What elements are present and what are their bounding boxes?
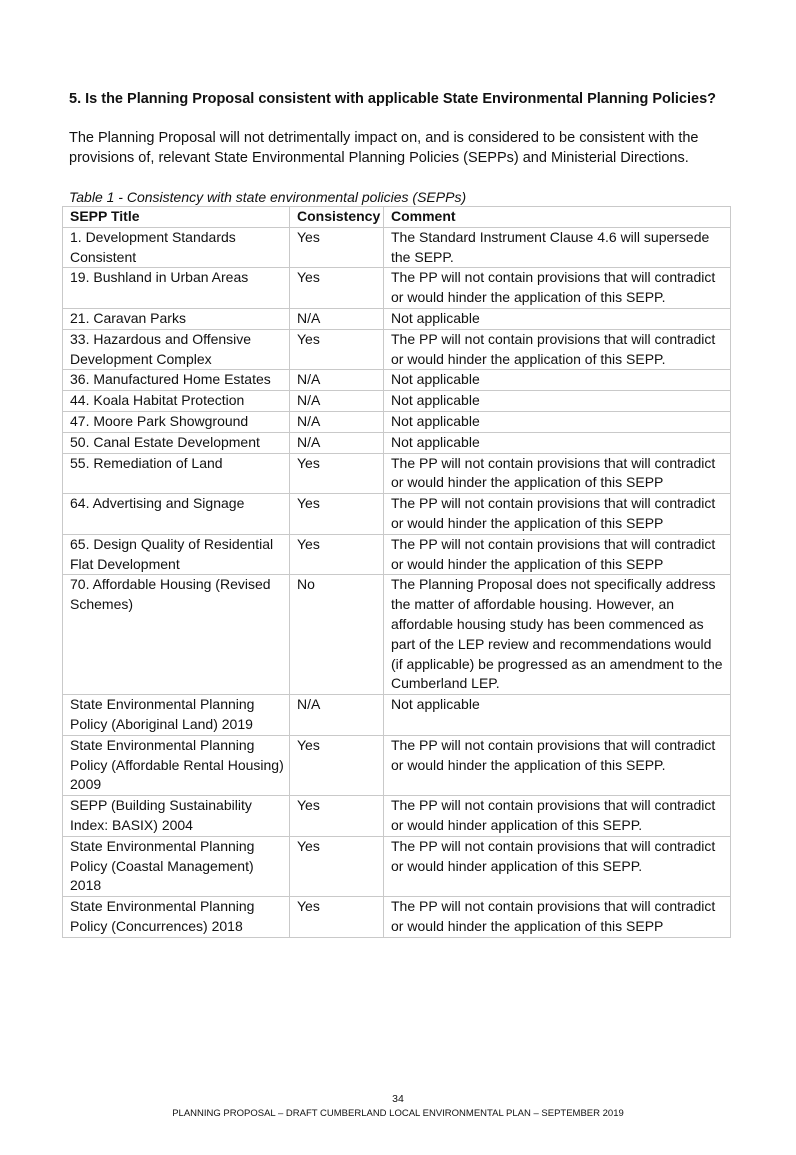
cell-consistency: N/A <box>290 411 384 432</box>
table-row <box>63 227 731 268</box>
cell-sepp-title: 64. Advertising and Signage <box>63 494 290 535</box>
cell-sepp-title: State Environmental Planning Policy (Coastal Management) 2018 <box>63 836 290 896</box>
cell-comment: The PP will not contain provisions that will contradict or would hinder application of this SEPP. <box>384 796 731 837</box>
cell-consistency: Yes <box>290 796 384 837</box>
table-row <box>63 391 731 412</box>
cell-consistency: Yes <box>290 836 384 896</box>
table-row <box>63 308 731 329</box>
cell-comment: The Planning Proposal does not specifically address the matter of affordable housing. However, an affordable housing study has been commenced as part of the LEP review and recommendations would (if applicable) be progressed as an amendment to the Cumberland LEP. <box>384 575 731 695</box>
cell-sepp-title: 47. Moore Park Showground <box>63 411 290 432</box>
cell-sepp-title: 21. Caravan Parks <box>63 308 290 329</box>
table-row <box>63 268 731 309</box>
cell-sepp-title: State Environmental Planning Policy (Aboriginal Land) 2019 <box>63 695 290 736</box>
table-row <box>63 432 731 453</box>
table-row <box>63 897 731 938</box>
cell-comment: The PP will not contain provisions that will contradict or would hinder the application of this SEPP <box>384 494 731 535</box>
cell-comment: Not applicable <box>384 370 731 391</box>
sepp-consistency-table <box>62 206 731 938</box>
section-heading: 5. Is the Planning Proposal consistent with applicable State Environmental Planning Policies? <box>69 91 716 107</box>
intro-paragraph: The Planning Proposal will not detrimentally impact on, and is considered to be consistent with the provisions of, relevant State Environmental Planning Policies (SEPPs) and Ministerial Directions. <box>69 130 699 166</box>
header-consistency: Consistency <box>290 207 384 228</box>
cell-sepp-title: 19. Bushland in Urban Areas <box>63 268 290 309</box>
cell-comment: The PP will not contain provisions that will contradict or would hinder the application of this SEPP <box>384 534 731 575</box>
header-sepp-title: SEPP Title <box>63 207 290 228</box>
cell-consistency: N/A <box>290 695 384 736</box>
cell-comment: The PP will not contain provisions that will contradict or would hinder the application of this SEPP <box>384 897 731 938</box>
cell-consistency: N/A <box>290 432 384 453</box>
cell-consistency: Yes <box>290 494 384 535</box>
cell-consistency: N/A <box>290 308 384 329</box>
cell-consistency: N/A <box>290 391 384 412</box>
cell-consistency: Yes <box>290 534 384 575</box>
cell-comment: The PP will not contain provisions that will contradict or would hinder the application of this SEPP. <box>384 735 731 795</box>
cell-sepp-title: 55. Remediation of Land <box>63 453 290 494</box>
cell-sepp-title: 70. Affordable Housing (Revised Schemes) <box>63 575 290 695</box>
cell-comment: The PP will not contain provisions that will contradict or would hinder the application of this SEPP. <box>384 329 731 370</box>
cell-sepp-title: 50. Canal Estate Development <box>63 432 290 453</box>
cell-consistency: Yes <box>290 268 384 309</box>
table-row <box>63 411 731 432</box>
cell-consistency: Yes <box>290 329 384 370</box>
table-header-row <box>63 207 731 228</box>
cell-comment: Not applicable <box>384 432 731 453</box>
table-row <box>63 695 731 736</box>
cell-sepp-title: 33. Hazardous and Offensive Development Complex <box>63 329 290 370</box>
cell-consistency: Yes <box>290 735 384 795</box>
cell-consistency: No <box>290 575 384 695</box>
cell-comment: Not applicable <box>384 308 731 329</box>
cell-comment: Not applicable <box>384 411 731 432</box>
cell-sepp-title: 44. Koala Habitat Protection <box>63 391 290 412</box>
table-row <box>63 575 731 695</box>
cell-sepp-title: 1. Development Standards Consistent <box>63 227 290 268</box>
cell-comment: The PP will not contain provisions that will contradict or would hinder application of this SEPP. <box>384 836 731 896</box>
cell-comment: Not applicable <box>384 695 731 736</box>
cell-comment: The PP will not contain provisions that will contradict or would hinder the application of this SEPP. <box>384 268 731 309</box>
page-number: 34 <box>392 1093 404 1105</box>
cell-sepp-title: State Environmental Planning Policy (Concurrences) 2018 <box>63 897 290 938</box>
table-row <box>63 453 731 494</box>
table-body <box>63 227 731 937</box>
cell-comment: The Standard Instrument Clause 4.6 will supersede the SEPP. <box>384 227 731 268</box>
table-row <box>63 534 731 575</box>
table-row <box>63 836 731 896</box>
table-row <box>63 735 731 795</box>
table-row <box>63 796 731 837</box>
cell-sepp-title: SEPP (Building Sustainability Index: BASIX) 2004 <box>63 796 290 837</box>
table-row <box>63 494 731 535</box>
table-row <box>63 329 731 370</box>
table-caption: Table 1 - Consistency with state environmental policies (SEPPs) <box>69 189 467 205</box>
cell-sepp-title: 36. Manufactured Home Estates <box>63 370 290 391</box>
cell-consistency: Yes <box>290 453 384 494</box>
cell-comment: The PP will not contain provisions that will contradict or would hinder the application of this SEPP <box>384 453 731 494</box>
cell-consistency: N/A <box>290 370 384 391</box>
cell-sepp-title: 65. Design Quality of Residential Flat Development <box>63 534 290 575</box>
cell-consistency: Yes <box>290 227 384 268</box>
header-comment: Comment <box>384 207 731 228</box>
cell-comment: Not applicable <box>384 391 731 412</box>
table-row <box>63 370 731 391</box>
page-footer: PLANNING PROPOSAL – DRAFT CUMBERLAND LOCAL ENVIRONMENTAL PLAN – SEPTEMBER 2019 <box>172 1108 624 1119</box>
cell-sepp-title: State Environmental Planning Policy (Affordable Rental Housing) 2009 <box>63 735 290 795</box>
cell-consistency: Yes <box>290 897 384 938</box>
